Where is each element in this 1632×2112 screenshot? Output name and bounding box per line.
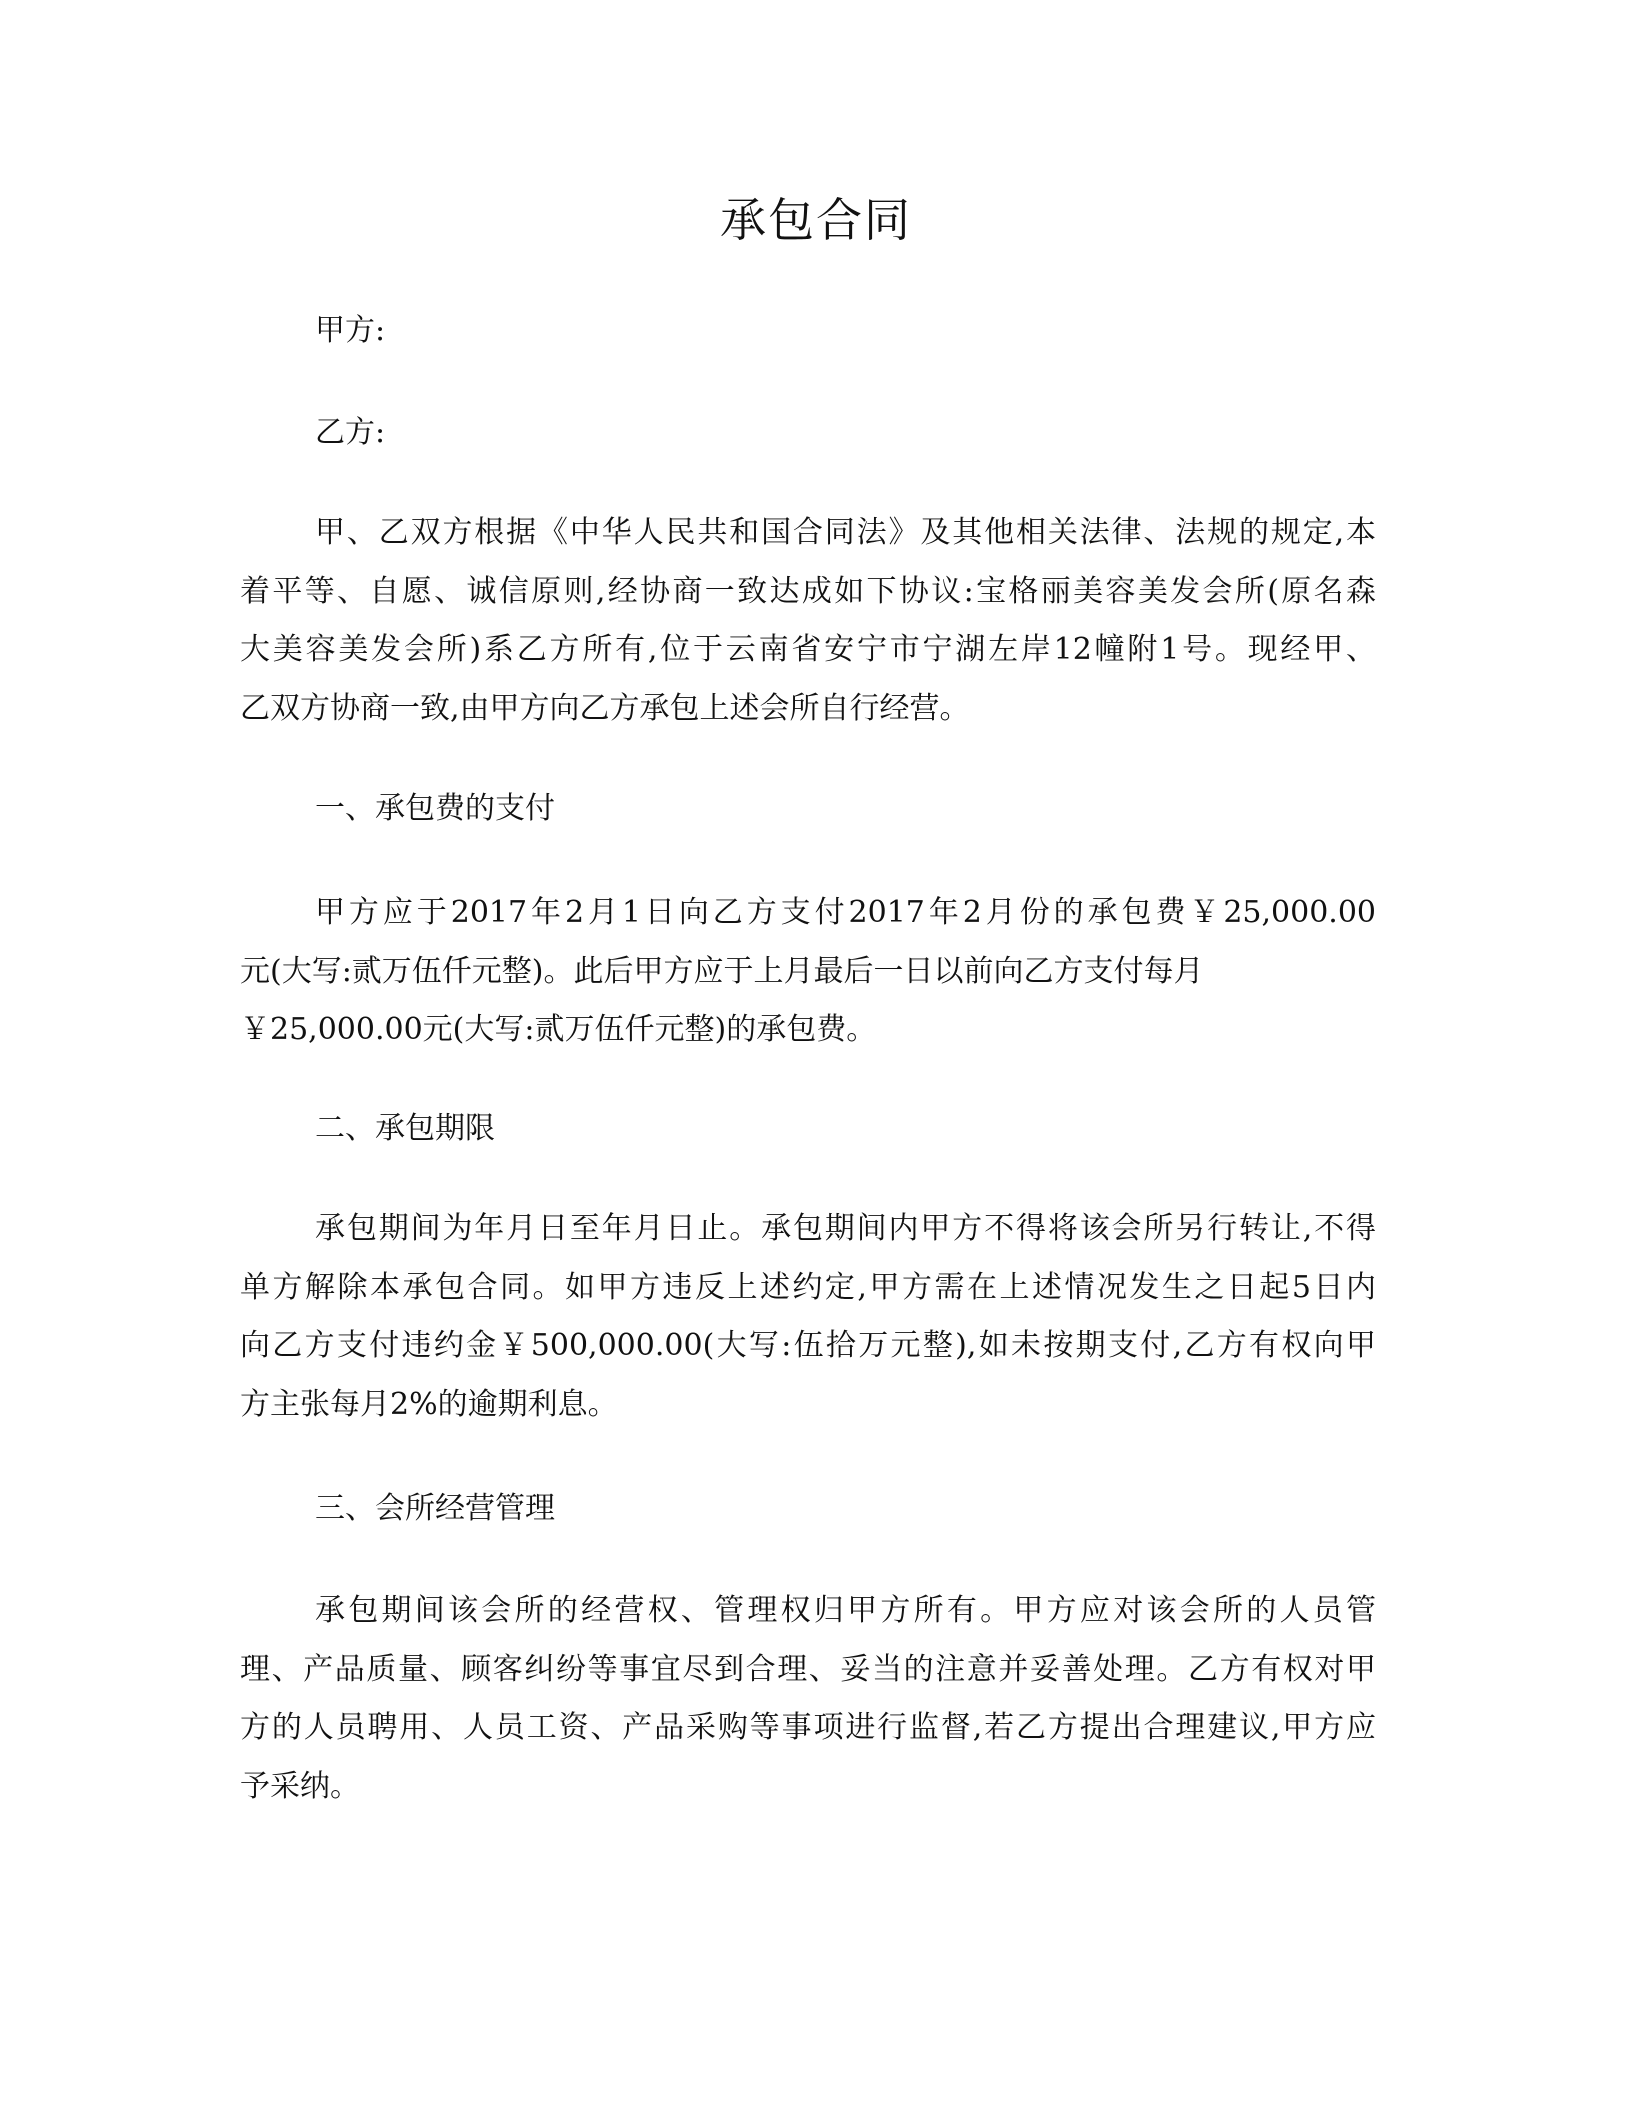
text-line: 甲方应于2017年2月1日向乙方支付2017年2月份的承包费￥25,000.00 xyxy=(315,895,1376,930)
text-line: 方的人员聘用、人员工资、产品采购等事项进行监督,若乙方提出合理建议,甲方应 xyxy=(240,1710,1376,1746)
text-line: 元(大写:贰万伍仟元整)。此后甲方应于上月最后一日以前向乙方支付每月 xyxy=(240,953,1204,989)
section-heading: 三、会所经营管理 xyxy=(315,1491,555,1526)
party-a-label: 甲方: xyxy=(315,313,386,348)
section-paragraph xyxy=(240,1582,1376,1817)
party-b-label: 乙方: xyxy=(315,415,386,450)
text-line: 乙双方协商一致,由甲方向乙方承包上述会所自行经营。 xyxy=(240,691,970,727)
text-line: 着平等、自愿、诚信原则,经协商一致达成如下协议:宝格丽美容美发会所(原名森 xyxy=(240,573,1376,609)
section-heading: 二、承包期限 xyxy=(315,1111,495,1146)
text-line: 向乙方支付违约金￥500,000.00(大写:伍拾万元整),如未按期支付,乙方有权向甲 xyxy=(240,1328,1376,1364)
text-line: 理、产品质量、顾客纠纷等事宜尽到合理、妥当的注意并妥善处理。乙方有权对甲 xyxy=(240,1651,1376,1687)
text-line: 甲、乙双方根据《中华人民共和国合同法》及其他相关法律、法规的规定,本 xyxy=(315,515,1376,550)
text-line: 予采纳。 xyxy=(240,1769,360,1805)
document-title: 承包合同 xyxy=(720,193,912,247)
section-paragraph xyxy=(240,884,1376,1060)
section-paragraph xyxy=(240,1200,1376,1435)
text-line: 单方解除本承包合同。如甲方违反上述约定,甲方需在上述情况发生之日起5日内 xyxy=(240,1269,1376,1305)
section-heading: 一、承包费的支付 xyxy=(315,791,555,826)
text-line: 方主张每月2%的逾期利息。 xyxy=(240,1387,618,1423)
intro-paragraph xyxy=(240,504,1376,739)
text-line: ￥25,000.00元(大写:贰万伍仟元整)的承包费。 xyxy=(240,1012,877,1048)
text-line: 承包期间该会所的经营权、管理权归甲方所有。甲方应对该会所的人员管 xyxy=(315,1593,1376,1628)
text-line: 大美容美发会所)系乙方所有,位于云南省安宁市宁湖左岸12幢附1号。现经甲、 xyxy=(240,632,1376,668)
text-line: 承包期间为年月日至年月日止。承包期间内甲方不得将该会所另行转让,不得 xyxy=(315,1211,1376,1246)
